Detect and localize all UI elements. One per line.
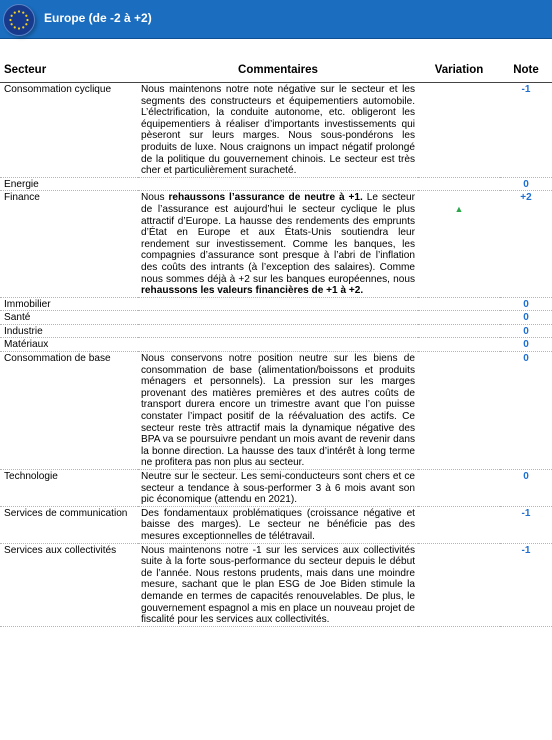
variation-cell bbox=[418, 311, 500, 325]
sector-comment bbox=[138, 324, 418, 338]
sector-note: 0 bbox=[500, 297, 552, 311]
table-header-row bbox=[0, 61, 552, 83]
column-header-sector: Secteur bbox=[0, 61, 138, 83]
sector-note: 0 bbox=[500, 352, 552, 470]
sector-name: Immobilier bbox=[0, 297, 138, 311]
variation-cell bbox=[418, 324, 500, 338]
sector-note: -1 bbox=[500, 506, 552, 543]
variation-cell bbox=[418, 543, 500, 626]
sector-note: 0 bbox=[500, 177, 552, 191]
sector-comment bbox=[138, 177, 418, 191]
eu-flag-icon bbox=[3, 4, 35, 36]
table-row bbox=[0, 297, 552, 311]
sector-name: Services aux collectivités bbox=[0, 543, 138, 626]
sector-comment bbox=[138, 311, 418, 325]
variation-cell bbox=[418, 177, 500, 191]
sector-comment bbox=[138, 297, 418, 311]
sector-name: Consommation cyclique bbox=[0, 83, 138, 178]
sector-note: -1 bbox=[500, 83, 552, 178]
table-row bbox=[0, 324, 552, 338]
sector-comment: Nous conservons notre position neutre sur les biens de consommation de base (alimentation/boissons et produits ménagers et personnels). La pression sur les marges provenant des matières premières et des autres coûts de transport durera encore un trimestre avant que l’on puisse constater l’impact positif de la réévaluation des actifs. Ce secteur reste très attractif mais la dynamique négative des BPA va se poursuivre pendant un mois avant de revenir dans la bonne direction. La hausse des taux d’intérêt à long terme ne profitera pas non plus au secteur. bbox=[138, 352, 418, 470]
page-title: Europe (de -2 à +2) bbox=[44, 11, 152, 25]
sector-name: Technologie bbox=[0, 470, 138, 507]
variation-cell bbox=[418, 191, 500, 297]
table-row bbox=[0, 83, 552, 178]
header-bar bbox=[0, 0, 552, 39]
sector-note: 0 bbox=[500, 324, 552, 338]
table-row bbox=[0, 191, 552, 297]
sector-comment: Nous maintenons notre note négative sur le secteur et les segments des constructeurs et équipementiers automobile. L’électrification, la conduite autonome, etc. obligeront les équipementiers à réaliser d’importants investissements qui pèseront sur leurs marges. Nous sous-pondérons les produits de luxe. Nous craignons un impact négatif prolongé de la politique du gouvernement chinois. Le secteur est très cher et particulièrement suracheté. bbox=[138, 83, 418, 178]
variation-cell bbox=[418, 338, 500, 352]
column-header-comment: Commentaires bbox=[138, 61, 418, 83]
comment-text-bold: rehaussons l’assurance de neutre à +1. bbox=[168, 192, 363, 204]
sector-comment: Neutre sur le secteur. Les semi-conducteurs sont chers et ce secteur a tendance à sous-performer 3 à 6 mois avant son pic économique (attendu en 2021). bbox=[138, 470, 418, 507]
sector-table bbox=[0, 61, 552, 627]
table-row bbox=[0, 311, 552, 325]
sector-note: 0 bbox=[500, 338, 552, 352]
comment-text: . bbox=[360, 285, 364, 297]
arrow-up-icon: ▲ bbox=[454, 204, 464, 215]
sector-comment bbox=[138, 338, 418, 352]
sector-note: 0 bbox=[500, 470, 552, 507]
comment-text-bold: rehaussons les valeurs financières de +1 à +2 bbox=[141, 285, 361, 297]
eu-stars bbox=[9, 10, 28, 29]
sector-name: Services de communication bbox=[0, 506, 138, 543]
sector-comment: Des fondamentaux problématiques (croissance négative et baisse des marges). Le secteur ne bénéficie pas des mesures exceptionnelles de télétravail. bbox=[138, 506, 418, 543]
sector-name: Industrie bbox=[0, 324, 138, 338]
sector-name: Matériaux bbox=[0, 338, 138, 352]
table-row bbox=[0, 338, 552, 352]
comment-text: Le secteur de l’assurance est aujourd’hui le secteur cyclique le plus attractif d’Europe. La hausse des rendements des emprunts d’État en Europe et aux États-Unis soutiendra leur rendement sur investissement. Comme les banques, les compagnies d’assurance sont presque à l’abri de l’inflation des coûts des intrants (à l’exception des salaires). Comme nous sommes déjà à +2 sur les banques européennes, nous bbox=[141, 192, 415, 285]
sector-name: Energie bbox=[0, 177, 138, 191]
table-row bbox=[0, 506, 552, 543]
sector-note: +2 bbox=[500, 191, 552, 297]
table-row bbox=[0, 543, 552, 626]
variation-cell bbox=[418, 506, 500, 543]
sector-note: -1 bbox=[500, 543, 552, 626]
sector-name: Finance bbox=[0, 191, 138, 297]
variation-cell bbox=[418, 297, 500, 311]
variation-cell bbox=[418, 470, 500, 507]
sector-name: Santé bbox=[0, 311, 138, 325]
table-row bbox=[0, 470, 552, 507]
sector-name: Consommation de base bbox=[0, 352, 138, 470]
sector-comment: Nous maintenons notre -1 sur les services aux collectivités suite à la forte sous-performance du secteur depuis le début de l’année. Nous restons prudents, mais dans une moindre mesure, sachant que le plan ESG de Joe Biden stimule la demande en termes de capacités renouvelables. De plus, le gouvernement espagnol a mis en place un nouveau projet de fiscalité pour les services aux collectivités. bbox=[138, 543, 418, 626]
sector-table-wrapper bbox=[0, 61, 552, 627]
column-header-note: Note bbox=[500, 61, 552, 83]
column-header-variation: Variation bbox=[418, 61, 500, 83]
table-row bbox=[0, 177, 552, 191]
comment-text: Nous bbox=[141, 192, 169, 204]
sector-note: 0 bbox=[500, 311, 552, 325]
table-row bbox=[0, 352, 552, 470]
sector-comment bbox=[138, 191, 418, 297]
variation-cell bbox=[418, 352, 500, 470]
variation-cell bbox=[418, 83, 500, 178]
